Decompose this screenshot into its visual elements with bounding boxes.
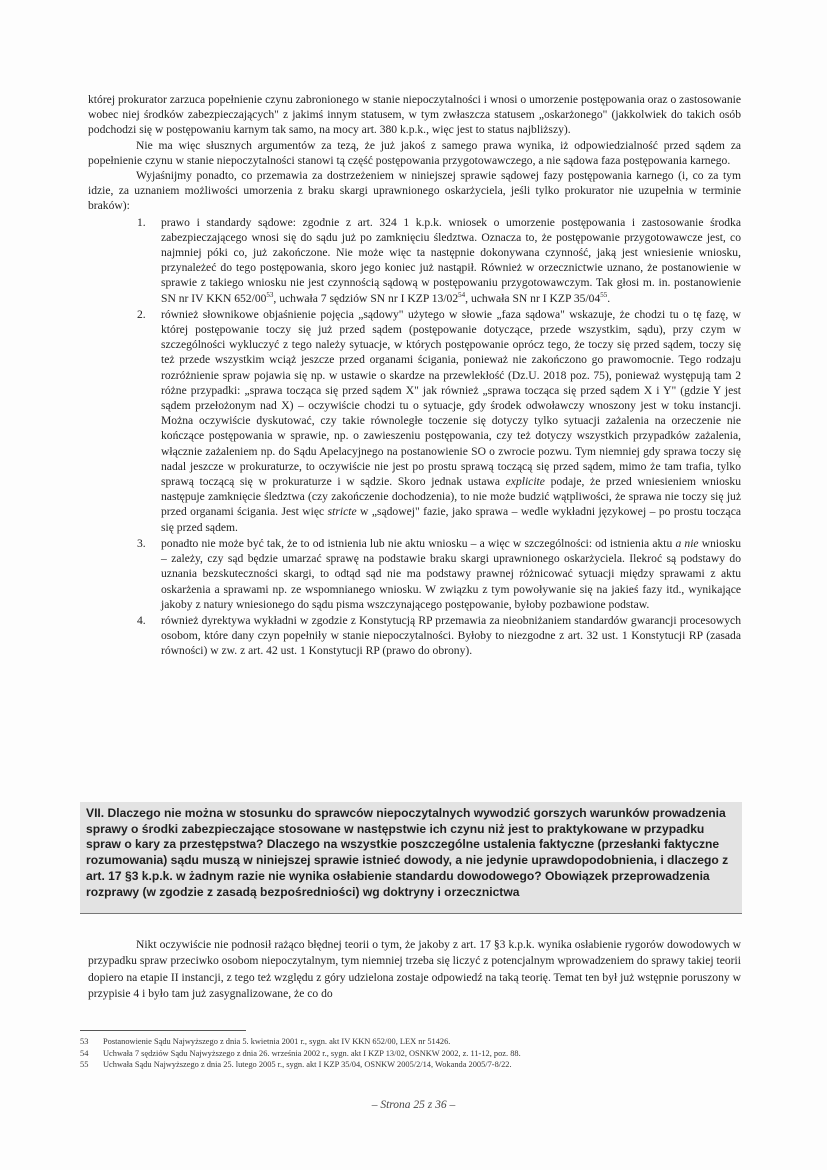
list-number: 1. (137, 215, 146, 229)
list-item-4 (88, 613, 741, 659)
footnote-number: 55 (80, 1060, 89, 1070)
list-item-2 (88, 307, 741, 535)
footnote-55 (80, 1059, 760, 1071)
list-text: , uchwała SN nr I KZP 35/04 (465, 291, 601, 305)
list-item-3 (88, 536, 741, 612)
paragraph-after-heading: Nikt oczywiście nie podnosił rażąco błędnej teorii o tym, że jakoby z art. 17 §3 k.p.k. wynika osłabienie rygorów dowodowych w przypadku spraw przeciwko osobom niepoczytalnym, tym niemniej trzeba się liczyć z potencjalnym wprowadzeniem do sprawy takiej teorii dopiero na etapie II instancji, z tego też względu z góry udzielona zostaje odpowiedź na taką teorię. Temat ten był już wstępnie poruszony w przypisie 4 i było tam już zasygnalizowane, że co do (88, 938, 741, 1001)
footnote-53 (80, 1036, 760, 1048)
footnote-ref: 55 (600, 290, 608, 299)
list-text: ponadto nie może być tak, że to od istnienia lub nie aktu wniosku – a więc w szczególności: od istnienia aktu (161, 536, 676, 550)
paragraph-1: której prokurator zarzuca popełnienie czynu zabronionego w stanie niepoczytalności i wnosi o umorzenie postępowania oraz o zastosowanie wobec niej środków zabezpieczających" z jakimś innym statusem, w tym zwłaszcza statusem „oskarżonego" (jakkolwiek do takich osób podchodzi się w postępowaniu karnym tak samo, na mocy art. 380 k.p.k., więc jest to status najbliższy). (88, 93, 741, 137)
footnote-54 (80, 1048, 760, 1060)
list-number: 3. (137, 536, 146, 550)
footnote-ref: 54 (458, 290, 466, 299)
list-text: wniosku – zależy, czy sąd będzie umarzać sprawę na podstawie braku skargi uprawnionego oskarżyciela. Ilekroć są podstawy do uznania bezskuteczności skargi, to odtąd sąd nie ma podstawy prawnej różnicować sytuacji między sprawami z aktu oskarżenia a sprawami np. ze wspomnianego wniosku. W związku z tym powoływanie się na jakieś fazy itd., wynikające jakoby z natury wniesionego do sądu pisma wszczynającego postępowanie, byłoby pozbawione podstaw. (161, 536, 741, 611)
body-text (88, 92, 741, 659)
argument-list (88, 215, 741, 659)
paragraph-3: Wyjaśnijmy ponadto, co przemawia za dostrzeżeniem w niniejszej sprawie sądowej fazy postępowania karnego (i, co za tym idzie, za uznaniem możliwości umorzenia z braku skargi uprawnionego oskarżyciela, jeśli tylko prokurator nie uzupełnia w terminie braków): (88, 169, 741, 213)
after-heading-text (88, 937, 741, 1003)
footnote-text: Uchwała 7 sędziów Sądu Najwyższego z dnia 26. września 2002 r., sygn. akt I KZP 13/02, OSNKW 2002, z. 11-12, poz. 88. (103, 1048, 521, 1058)
footnote-ref: 53 (266, 290, 274, 299)
emphasis-text: explicite (505, 475, 545, 489)
footnote-text: Uchwała Sądu Najwyższego z dnia 25. lutego 2005 r., sygn. akt I KZP 35/04, OSNKW 2005/2/14, Wokanda 2005/7-8/22. (103, 1060, 512, 1070)
list-text: podaje, że przed wniesieniem wniosku następuje zamknięcie śledztwa (czy zakończenie dochodzenia), to nie może budzić wątpliwości, że sprawa nie toczy się już przed organami ścigania. Jest więc (161, 475, 741, 519)
emphasis-text: stricte (327, 505, 357, 519)
emphasis-text: a nie (675, 536, 699, 550)
list-item-1 (88, 215, 741, 306)
list-text: prawo i standardy sądowe: zgodnie z art. 324 1 k.p.k. wniosek o umorzenie postępowania i zastosowanie środka zabezpieczającego wnosi się do sądu już po zamknięciu śledztwa. Oznacza to, że postępowanie przygotowawcze jest, co najmniej póki co, już zakończone. Nie może więc ta następnie dokonywana czynność, jaką jest wniesienie wniosku, przynależeć do tego postępowania, skoro jego koniec już nastąpił. Również w orzecznictwie uznano, że postanowienie w sprawie z takiego wniosku nie jest czynnością sądową w postępowaniu przygotowawczym. Tak głosi m. in. postanowienie SN nr IV KKN 652/00 (161, 215, 741, 305)
footnote-number: 53 (80, 1037, 89, 1046)
list-text: w „sądowej" fazie, jako sprawa – wedle wykładni językowej – po prostu tocząca się przed sądem. (161, 505, 741, 534)
footnote-number: 54 (80, 1048, 89, 1058)
page-number: – Strona 25 z 36 – (371, 1099, 456, 1111)
list-text: również słownikowe objaśnienie pojęcia „sądowy" użytego w słowie „faza sądowa" wskazuje, że chodzi tu o tę fazę, w której postępowanie toczy się już przed sądem (postępowanie dotyczące, przede wszystkim, sądu), przy czym w szczególności wykluczyć z tego należy sytuacje, w których postępowanie oprócz tego, że toczy się przed sądem, toczy się też przede wszystkim wciąż jeszcze przed organami ścigania, ponieważ nie zakończono go prawomocnie. Tego rodzaju rozróżnienie spraw pojawia się np. w ustawie o skardze na przewlekłość (Dz.U. 2018 poz. 75), ponieważ występują tam 2 różne przypadki: „sprawa tocząca się przed sądem X" jak również „sprawa tocząca się przed sądem X i Y" (gdzie Y jest sądem przełożonym nad X) – oczywiście chodzi tu o sytuacje, gdy środek odwoławczy wnoszony jest w toku instancji. Można oczywiście dyskutować, czy takie równoległe toczenie się dotyczy tylko sytuacji zażalenia na orzeczenie nie kończące postępowania w sprawie, np. o zawieszeniu postępowania, czy też dotyczy wszystkich przypadków zażalenia, włącznie zażaleniem np. do Sądu Apelacyjnego na postanowienie SO o zwrocie pozwu. Tym niemniej gdy sprawa toczy się nadal jeszcze w prokuraturze, to oczywiście nie jest po prostu sprawą toczącą się przed sądem, mimo że tam trafia, tylko sprawą toczącą się w prokuraturze i w sądzie. Skoro jednak ustawa (161, 307, 741, 489)
footnotes (80, 1036, 760, 1071)
footnote-text: Postanowienie Sądu Najwyższego z dnia 5. kwietnia 2001 r., sygn. akt IV KKN 652/00, LEX nr 51426. (103, 1037, 451, 1046)
list-number: 4. (137, 613, 146, 627)
list-number: 2. (137, 307, 146, 321)
section-heading: VII. Dlaczego nie można w stosunku do sprawców niepoczytalnych wywodzić gorszych warunków prowadzenia sprawy o środki zabezpieczające stosowane w następstwie ich czynu niż jest to praktykowane w przypadku spraw o kary za przestępstwa? Dlaczego na wszystkie poszczególne ustalenia faktyczne (przesłanki faktyczne rozumowania) sądu muszą w niniejszej sprawie istnieć dowody, a nie jedynie uprawdopodobnienia, i dlaczego z art. 17 §3 k.p.k. w żadnym razie nie wynika osłabienie standardu dowodowego? Obowiązek przeprowadzenia rozprawy (w zgodzie z zasadą bezpośredniości) wg doktryny i orzecznictwa (80, 802, 742, 914)
list-text: , uchwała 7 sędziów SN nr I KZP 13/02 (273, 291, 459, 305)
paragraph-2: Nie ma więc słusznych argumentów za tezą, że już jakoś z samego prawa wynika, iż odpowiedzialność przed sądem za popełnienie czynu w stanie niepoczytalności stanowi tą część postępowania przygotowawczego, a nie sądowa faza postępowania karnego. (88, 138, 741, 167)
list-text: również dyrektywa wykładni w zgodzie z Konstytucją RP przemawia za nieobniżaniem standardów gwarancji procesowych osobom, które dany czyn popełniły w stanie niepoczytalności. Byłoby to niezgodne z art. 32 ust. 1 Konstytucji RP (zasada równości) w zw. z art. 42 ust. 1 Konstytucji RP (prawo do obrony). (161, 613, 741, 658)
footnote-divider (80, 1030, 246, 1031)
list-text: . (607, 291, 611, 305)
